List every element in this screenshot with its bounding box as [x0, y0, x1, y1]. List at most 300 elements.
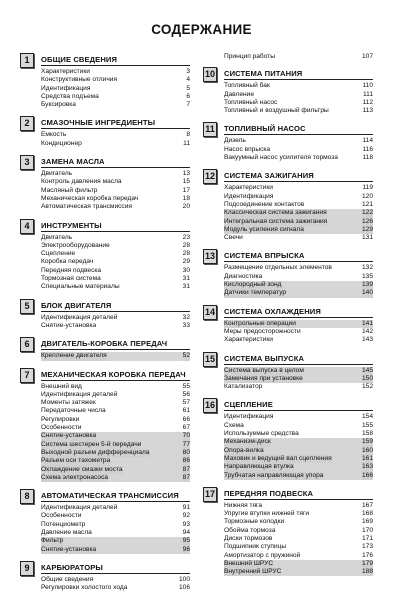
section-header[interactable] [203, 398, 373, 412]
entry-page-number: 4 [186, 76, 190, 84]
entry-label: Идентификация [41, 84, 91, 92]
section-divider [224, 79, 373, 80]
entry-page-number: 139 [361, 281, 373, 289]
section-title: ОБЩИЕ СВЕДЕНИЯ [41, 55, 118, 64]
section-entries [224, 137, 373, 162]
section-divider [41, 65, 190, 66]
toc-section [20, 337, 190, 360]
toc-entry[interactable] [41, 187, 190, 195]
toc-entry[interactable] [224, 264, 373, 272]
section-entries [41, 234, 190, 292]
entry-label: Специальные материалы [41, 283, 120, 291]
entry-page-number: 112 [362, 98, 373, 106]
entry-label: Обойма тормоза [224, 526, 276, 534]
toc-entry[interactable] [41, 584, 190, 592]
entry-label: Кислородный зонд [224, 281, 282, 289]
entry-label: Идентификация деталей [41, 390, 118, 398]
section-header[interactable] [20, 53, 190, 67]
section-header[interactable] [20, 116, 190, 130]
toc-entry[interactable] [41, 131, 190, 139]
entry-page-number: 56 [182, 390, 190, 398]
section-title: СИСТЕМА ЗАЖИГАНИЯ [224, 171, 314, 181]
section-entries [224, 264, 373, 297]
toc-entry[interactable] [224, 289, 373, 297]
entry-label: Контрольные операции [224, 319, 296, 327]
continued-entries [224, 53, 373, 61]
toc-section [20, 116, 190, 148]
section-divider [41, 501, 190, 502]
toc-entry[interactable] [224, 99, 373, 107]
toc-entry[interactable] [41, 178, 190, 186]
section-entries [224, 184, 373, 242]
section-number-badge: 13 [203, 249, 217, 264]
toc-entry[interactable] [41, 441, 190, 449]
entry-label: Контроль давления масла [41, 178, 122, 186]
toc-entry[interactable] [224, 218, 373, 226]
section-number-badge: 9 [20, 561, 34, 576]
entry-label: Нижняя тяга [224, 501, 262, 509]
toc-entry[interactable] [41, 314, 190, 322]
section-header[interactable] [20, 489, 190, 503]
entry-page-number: 167 [361, 501, 373, 509]
toc-entry[interactable] [224, 543, 373, 551]
entry-label: Схема электронасоса [41, 473, 109, 481]
toc-entry[interactable] [41, 407, 190, 415]
section-title: СИСТЕМА ВПРЫСКА [224, 251, 305, 261]
entry-label: Опора-вилка [224, 446, 264, 454]
section-header[interactable] [20, 219, 190, 233]
section-header[interactable] [20, 368, 190, 382]
toc-entry[interactable] [224, 568, 373, 576]
toc-entry[interactable] [224, 154, 373, 162]
toc-entry[interactable] [224, 463, 373, 471]
toc-entry[interactable] [224, 193, 373, 201]
toc-entry[interactable] [41, 234, 190, 242]
entry-page-number: 87 [182, 473, 190, 481]
section-header[interactable] [203, 305, 373, 319]
section-header[interactable] [20, 299, 190, 313]
toc-entry[interactable] [224, 413, 373, 421]
section-number-badge: 7 [20, 368, 34, 383]
toc-entry[interactable] [224, 273, 373, 281]
toc-entry[interactable] [224, 422, 373, 430]
entry-label: Используемые средства [224, 430, 299, 438]
entry-page-number: 131 [361, 234, 373, 242]
entry-label: Механическая коробка передач [41, 194, 139, 202]
page-title: СОДЕРЖАНИЕ [151, 22, 252, 37]
toc-entry[interactable] [41, 101, 190, 109]
entry-page-number: 158 [361, 430, 373, 438]
toc-entry[interactable] [224, 82, 373, 90]
toc-entry[interactable] [41, 203, 190, 211]
section-entries [41, 383, 190, 483]
toc-entry[interactable] [224, 226, 373, 234]
entry-label: Особенности [41, 512, 82, 520]
entry-label: Крепление двигателя [41, 352, 107, 360]
toc-section [20, 53, 190, 109]
section-title: ДВИГАТЕЛЬ-КОРОБКА ПЕРЕДАЧ [41, 339, 168, 349]
entry-label: Топливный и воздушный фильтры [224, 107, 329, 115]
entry-page-number: 171 [361, 534, 373, 542]
toc-entry[interactable] [224, 375, 373, 383]
section-title: СМАЗОЧНЫЕ ИНГРЕДИЕНТЫ [41, 118, 156, 128]
toc-entry[interactable] [41, 267, 190, 275]
toc-entry[interactable] [41, 93, 190, 101]
toc-entry[interactable] [224, 502, 373, 510]
toc-entry[interactable] [224, 438, 373, 446]
entry-page-number: 126 [361, 217, 373, 225]
section-header[interactable] [203, 169, 373, 183]
entry-label: Свечи [224, 234, 243, 242]
entry-label: Схема [224, 421, 244, 429]
toc-entry[interactable] [224, 91, 373, 99]
section-header[interactable] [203, 487, 373, 501]
section-divider [224, 181, 373, 182]
toc-entry[interactable] [41, 512, 190, 520]
section-header[interactable] [203, 122, 373, 136]
entry-page-number: 77 [182, 440, 190, 448]
entry-page-number: 120 [361, 192, 373, 200]
entry-page-number: 31 [182, 283, 190, 291]
toc-entry[interactable] [41, 195, 190, 203]
toc-section [203, 305, 373, 345]
entry-label: Амортизатор с пружиной [224, 551, 301, 559]
toc-entry[interactable] [41, 85, 190, 93]
entry-label: Регулировки [41, 415, 80, 423]
entry-label: Особенности [41, 424, 82, 432]
section-header[interactable] [20, 155, 190, 169]
section-header[interactable] [203, 67, 373, 81]
toc-entry[interactable] [41, 521, 190, 529]
section-divider [224, 134, 373, 135]
toc-entry[interactable] [41, 140, 190, 148]
toc-entry[interactable] [224, 518, 373, 526]
toc-section [203, 352, 373, 392]
entry-page-number: 173 [361, 543, 373, 551]
toc-entry[interactable] [41, 546, 190, 554]
toc-entry[interactable] [41, 576, 190, 584]
entry-label: Охлаждение смазки моста [41, 465, 123, 473]
section-divider [224, 261, 373, 262]
entry-label: Тормозные колодки [224, 518, 285, 526]
entry-label: Снятие-установка [41, 321, 97, 329]
toc-entry[interactable] [41, 68, 190, 76]
entry-page-number: 155 [361, 421, 373, 429]
entry-label: Передаточные числа [41, 407, 106, 415]
entry-page-number: 93 [182, 520, 190, 528]
section-title: СЦЕПЛЕНИЕ [224, 400, 273, 410]
entry-label: Упругие втулки нижней тяги [224, 510, 310, 518]
section-entries [41, 352, 190, 360]
entry-label: Тормозная система [41, 275, 101, 283]
section-title: АВТОМАТИЧЕСКАЯ ТРАНСМИССИЯ [41, 491, 179, 501]
section-number-badge: 11 [203, 122, 217, 137]
section-title: СИСТЕМА ПИТАНИЯ [224, 69, 303, 79]
section-entries [224, 82, 373, 115]
toc-entry[interactable] [224, 53, 373, 61]
toc-entry[interactable] [41, 352, 190, 360]
toc-entry[interactable] [41, 474, 190, 482]
entry-page-number: 94 [182, 528, 190, 536]
entry-label: Катализатор [224, 383, 263, 391]
entry-label: Электрооборудование [41, 241, 110, 249]
toc-entry[interactable] [224, 527, 373, 535]
toc-entry[interactable] [224, 472, 373, 480]
entry-page-number: 13 [182, 170, 190, 178]
toc-entry[interactable] [224, 455, 373, 463]
toc-entry[interactable] [224, 560, 373, 568]
entry-page-number: 161 [361, 454, 373, 462]
section-entries [41, 68, 190, 109]
section-entries [41, 170, 190, 211]
section-divider [41, 231, 190, 232]
section-header[interactable] [20, 561, 190, 575]
entry-label: Насос впрыска [224, 145, 271, 153]
section-header[interactable] [203, 249, 373, 263]
entry-page-number: 3 [186, 68, 190, 75]
section-title: КАРБЮРАТОРЫ [41, 562, 103, 572]
entry-label: Внешний ШРУС [224, 559, 274, 567]
entry-label: Идентификация [224, 192, 274, 200]
entry-page-number: 188 [361, 568, 373, 576]
entry-label: Меры предосторожности [224, 327, 301, 335]
toc-entry[interactable] [41, 76, 190, 84]
entry-page-number: 11 [183, 139, 190, 147]
entry-label: Разъем оси тахометра [41, 457, 111, 465]
entry-label: Характеристики [224, 184, 273, 192]
entry-page-number: 17 [182, 186, 190, 194]
entry-page-number: 7 [186, 101, 190, 109]
entry-page-number: 119 [362, 184, 373, 192]
toc-entry[interactable] [224, 184, 373, 192]
entry-page-number: 116 [362, 145, 373, 153]
entry-page-number: 141 [361, 319, 373, 327]
section-divider [224, 410, 373, 411]
section-title: СИСТЕМА ОХЛАЖДЕНИЯ [224, 306, 321, 316]
entry-page-number: 106 [178, 584, 190, 592]
toc-entry[interactable] [41, 391, 190, 399]
entry-label: Подшипник ступицы [224, 543, 287, 551]
toc-entry[interactable] [41, 457, 190, 465]
entry-label: Принцип работы [224, 53, 275, 60]
entry-page-number: 20 [182, 203, 190, 211]
section-entries [41, 131, 190, 148]
toc-section [203, 122, 373, 162]
toc-section [203, 398, 373, 479]
entry-page-number: 61 [182, 407, 190, 415]
toc-entry[interactable] [224, 430, 373, 438]
toc-entry[interactable] [224, 383, 373, 391]
section-title: БЛОК ДВИГАТЕЛЯ [41, 300, 112, 310]
section-entries [224, 367, 373, 392]
entry-page-number: 179 [361, 559, 373, 567]
toc-entry[interactable] [224, 552, 373, 560]
entry-page-number: 140 [361, 289, 373, 297]
entry-page-number: 110 [362, 82, 373, 90]
entry-page-number: 28 [182, 250, 190, 258]
entry-label: Давление масла [41, 528, 92, 536]
toc-entry[interactable] [224, 209, 373, 217]
entry-page-number: 152 [361, 383, 373, 391]
section-title: ИНСТРУМЕНТЫ [41, 220, 102, 230]
section-entries [224, 502, 373, 577]
entry-page-number: 31 [182, 275, 190, 283]
toc-entry[interactable] [224, 201, 373, 209]
section-number-badge: 12 [203, 169, 217, 184]
entry-label: Снятие-установка [41, 545, 97, 553]
section-number-badge: 1 [20, 53, 34, 68]
toc-entry[interactable] [41, 170, 190, 178]
section-entries [41, 576, 190, 593]
toc-entry[interactable] [224, 281, 373, 289]
entry-label: Идентификация деталей [41, 504, 118, 512]
entry-label: Сцепление [41, 250, 76, 258]
entry-label: Направляющая втулка [224, 463, 294, 471]
toc-entry[interactable] [41, 537, 190, 545]
entry-page-number: 114 [362, 137, 373, 145]
toc-entry[interactable] [224, 510, 373, 518]
entry-page-number: 122 [361, 209, 373, 217]
toc-entry[interactable] [41, 258, 190, 266]
entry-label: Подсоединение контактов [224, 200, 305, 208]
entry-label: Модуль усиления сигнала [224, 225, 304, 233]
toc-entry[interactable] [224, 320, 373, 328]
entry-page-number: 176 [361, 551, 373, 559]
entry-page-number: 132 [361, 264, 373, 272]
entry-label: Передняя подвеска [41, 266, 102, 274]
toc-entry[interactable] [224, 535, 373, 543]
toc-entry[interactable] [41, 275, 190, 283]
toc-entry[interactable] [41, 242, 190, 250]
entry-label: Идентификация [224, 413, 274, 421]
entry-page-number: 52 [182, 352, 190, 360]
toc-right-column [203, 53, 373, 583]
section-divider [224, 317, 373, 318]
toc-entry[interactable] [224, 107, 373, 115]
toc-entry[interactable] [224, 146, 373, 154]
section-number-badge: 16 [203, 398, 217, 413]
entry-page-number: 129 [361, 225, 373, 233]
entry-label: Масляный фильтр [41, 186, 98, 194]
entry-page-number: 135 [361, 272, 373, 280]
entry-page-number: 91 [182, 504, 190, 512]
toc-entry[interactable] [41, 416, 190, 424]
entry-label: Емкость [41, 131, 67, 139]
entry-label: Коробка передач [41, 258, 94, 266]
toc-entry[interactable] [41, 383, 190, 391]
entry-label: Внешний вид [41, 382, 82, 390]
entry-label: Характеристики [41, 68, 90, 75]
entry-page-number: 32 [182, 313, 190, 321]
entry-label: Датчики температур [224, 289, 287, 297]
entry-page-number: 23 [182, 233, 190, 241]
entry-label: Снятие-установка [41, 432, 97, 440]
entry-page-number: 33 [182, 321, 190, 329]
toc-entry[interactable] [224, 336, 373, 344]
toc-section [20, 299, 190, 331]
entry-page-number: 142 [361, 327, 373, 335]
entry-page-number: 145 [361, 366, 373, 374]
entry-page-number: 55 [182, 382, 190, 390]
entry-label: Система шестерен 5-й передачи [41, 440, 142, 448]
section-number-badge: 3 [20, 155, 34, 170]
entry-label: Идентификация деталей [41, 313, 118, 321]
entry-label: Характеристики [224, 336, 273, 344]
section-header[interactable] [20, 337, 190, 351]
entry-label: Вакуумный насос усилителя тормоза [224, 154, 338, 162]
section-title: МЕХАНИЧЕСКАЯ КОРОБКА ПЕРЕДАЧ [41, 369, 186, 379]
toc-entry[interactable] [41, 399, 190, 407]
toc-left-column [20, 53, 190, 599]
section-divider [41, 573, 190, 574]
section-number-badge: 8 [20, 489, 34, 504]
section-header[interactable] [203, 352, 373, 366]
toc-entry[interactable] [41, 424, 190, 432]
entry-page-number: 166 [361, 471, 373, 479]
entry-label: Конструктивные отличия [41, 76, 118, 84]
entry-page-number: 96 [182, 545, 190, 553]
toc-entry[interactable] [41, 283, 190, 291]
entry-page-number: 30 [182, 266, 190, 274]
entry-page-number: 87 [182, 465, 190, 473]
section-number-badge: 17 [203, 487, 217, 502]
toc-entry[interactable] [41, 466, 190, 474]
section-title: ПЕРЕДНЯЯ ПОДВЕСКА [224, 488, 314, 498]
entry-page-number: 118 [362, 154, 373, 162]
section-title: ЗАМЕНА МАСЛА [41, 157, 105, 167]
section-number-badge: 15 [203, 352, 217, 367]
entry-label: Регулировки холостого хода [41, 584, 128, 592]
section-divider [41, 380, 190, 381]
entry-label: Фильтр [41, 537, 64, 545]
toc-entry[interactable] [41, 449, 190, 457]
entry-page-number: 154 [361, 413, 373, 421]
entry-label: Интегральная система зажигания [224, 217, 328, 225]
toc-section [20, 155, 190, 211]
toc-entry[interactable] [224, 137, 373, 145]
section-entries [224, 320, 373, 345]
entry-page-number: 163 [361, 463, 373, 471]
toc-section [20, 219, 190, 292]
toc-entry[interactable] [224, 234, 373, 242]
entry-page-number: 80 [182, 448, 190, 456]
toc-entry[interactable] [41, 322, 190, 330]
toc-section [203, 487, 373, 577]
toc-section [20, 368, 190, 483]
entry-page-number: 95 [182, 537, 190, 545]
toc-entry[interactable] [224, 328, 373, 336]
entry-page-number: 70 [182, 432, 190, 440]
entry-label: Дизель [224, 137, 246, 145]
entry-label: Потенциометр [41, 520, 86, 528]
entry-page-number: 170 [361, 526, 373, 534]
entry-label: Замечания при установке [224, 374, 303, 382]
toc-entry[interactable] [41, 529, 190, 537]
entry-page-number: 159 [361, 438, 373, 446]
entry-page-number: 67 [182, 424, 190, 432]
section-divider [41, 128, 190, 129]
section-title: ТОПЛИВНЫЙ НАСОС [224, 124, 306, 134]
toc-entry[interactable] [224, 447, 373, 455]
entry-page-number: 168 [361, 510, 373, 518]
entry-page-number: 169 [361, 518, 373, 526]
toc-entry[interactable] [41, 432, 190, 440]
entry-page-number: 111 [362, 90, 373, 98]
entry-page-number: 92 [182, 512, 190, 520]
entry-label: Механизм-диск [224, 438, 271, 446]
entry-page-number: 113 [362, 107, 373, 115]
toc-entry[interactable] [224, 367, 373, 375]
